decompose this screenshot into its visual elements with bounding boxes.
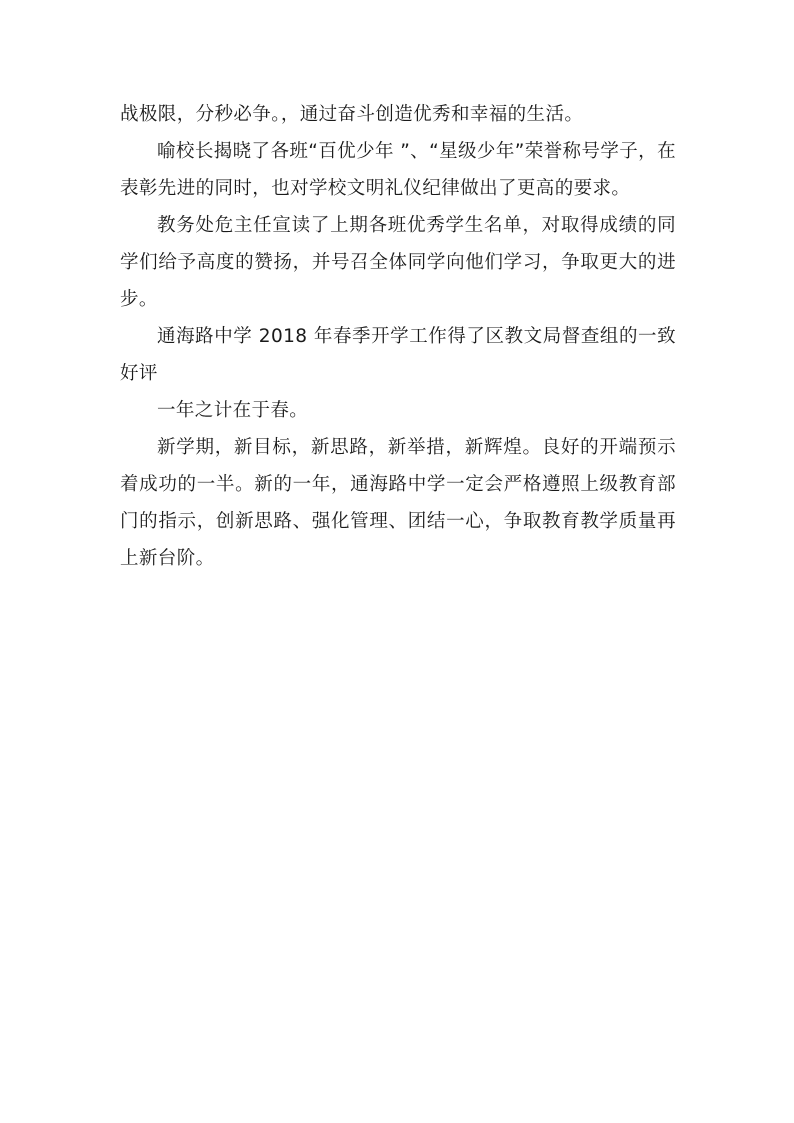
document-body bbox=[120, 96, 676, 577]
paragraph-4: 通海路中学 2018 年春季开学工作得了区教文局督查组的一致好评 bbox=[120, 326, 676, 384]
paragraph-3: 教务处危主任宣读了上期各班优秀学生名单，对取得成绩的同学们给予高度的赞扬，并号召全体同学向他们学习，争取更大的进步。 bbox=[120, 215, 676, 310]
paragraph-2: 喻校长揭晓了各班“百优少年 ”、“星级少年”荣誉称号学子，在表彰先进的同时，也对学校文明礼仪纪律做出了更高的要求。 bbox=[120, 141, 676, 199]
paragraph-6: 新学期，新目标，新思路，新举措，新辉煌。良好的开端预示着成功的一半。新的一年，通海路中学一定会严格遵照上级教育部门的指示，创新思路、强化管理、团结一心，争取教育教学质量再上新台阶。 bbox=[120, 437, 676, 569]
paragraph-5: 一年之计在于春。 bbox=[157, 400, 309, 421]
paragraph-1: 战极限，分秒必争。，通过奋斗创造优秀和幸福的生活。 bbox=[120, 104, 584, 125]
